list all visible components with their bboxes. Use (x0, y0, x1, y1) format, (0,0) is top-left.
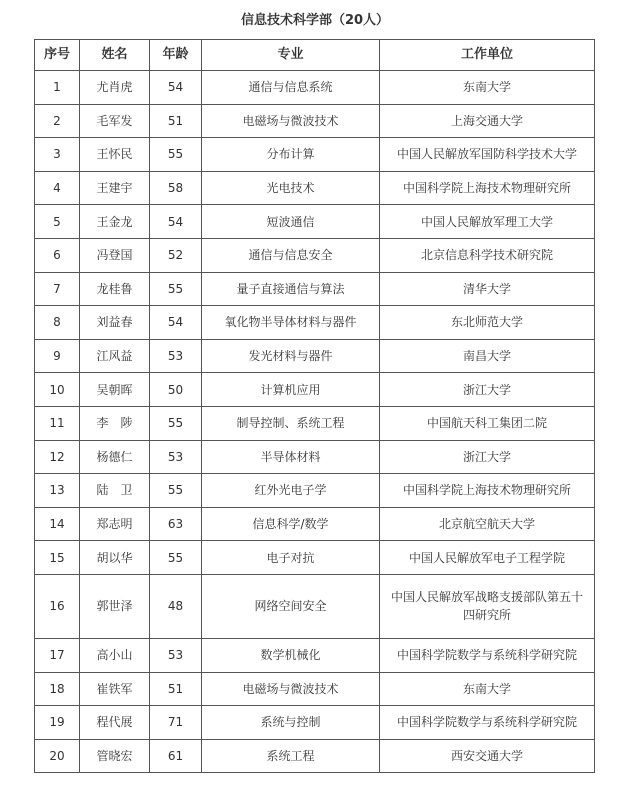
header-age: 年龄 (150, 40, 202, 71)
cell-major: 红外光电子学 (202, 474, 380, 508)
cell-no: 10 (35, 373, 80, 407)
cell-unit: 清华大学 (380, 272, 595, 306)
cell-unit: 浙江大学 (380, 440, 595, 474)
table-row (35, 104, 595, 138)
table-row (35, 406, 595, 440)
cell-name: 高小山 (80, 638, 150, 672)
cell-name: 杨德仁 (80, 440, 150, 474)
cell-no: 6 (35, 238, 80, 272)
cell-name: 陆 卫 (80, 474, 150, 508)
header-no: 序号 (35, 40, 80, 71)
cell-no: 16 (35, 574, 80, 638)
cell-no: 1 (35, 71, 80, 105)
cell-major: 电子对抗 (202, 541, 380, 575)
cell-name: 吴朝晖 (80, 373, 150, 407)
cell-no: 20 (35, 739, 80, 773)
cell-age: 61 (150, 739, 202, 773)
cell-age: 50 (150, 373, 202, 407)
cell-no: 9 (35, 339, 80, 373)
table-row (35, 638, 595, 672)
cell-age: 55 (150, 474, 202, 508)
cell-major: 量子直接通信与算法 (202, 272, 380, 306)
cell-age: 55 (150, 406, 202, 440)
table-row (35, 272, 595, 306)
header-major: 专业 (202, 40, 380, 71)
cell-age: 51 (150, 104, 202, 138)
cell-major: 计算机应用 (202, 373, 380, 407)
cell-no: 18 (35, 672, 80, 706)
cell-unit: 北京信息科学技术研究院 (380, 238, 595, 272)
cell-age: 54 (150, 306, 202, 340)
table-row (35, 440, 595, 474)
table-row (35, 739, 595, 773)
cell-name: 胡以华 (80, 541, 150, 575)
table-row (35, 171, 595, 205)
cell-age: 58 (150, 171, 202, 205)
table-row (35, 706, 595, 740)
table-row (35, 474, 595, 508)
cell-unit: 中国科学院上海技术物理研究所 (380, 171, 595, 205)
cell-major: 电磁场与微波技术 (202, 672, 380, 706)
cell-unit: 东南大学 (380, 71, 595, 105)
cell-age: 53 (150, 440, 202, 474)
cell-age: 51 (150, 672, 202, 706)
cell-name: 郑志明 (80, 507, 150, 541)
table-row (35, 71, 595, 105)
cell-name: 李 陟 (80, 406, 150, 440)
cell-major: 系统工程 (202, 739, 380, 773)
cell-major: 发光材料与器件 (202, 339, 380, 373)
cell-unit: 中国人民解放军战略支援部队第五十四研究所 (380, 574, 595, 638)
cell-name: 管晓宏 (80, 739, 150, 773)
cell-no: 13 (35, 474, 80, 508)
table-body (35, 71, 595, 773)
table-row (35, 306, 595, 340)
cell-name: 江风益 (80, 339, 150, 373)
table-header-row (35, 40, 595, 71)
cell-age: 54 (150, 71, 202, 105)
table-row (35, 238, 595, 272)
cell-unit: 上海交通大学 (380, 104, 595, 138)
cell-major: 通信与信息系统 (202, 71, 380, 105)
cell-age: 54 (150, 205, 202, 239)
cell-age: 53 (150, 339, 202, 373)
cell-name: 王建宇 (80, 171, 150, 205)
cell-unit: 南昌大学 (380, 339, 595, 373)
cell-unit: 中国人民解放军理工大学 (380, 205, 595, 239)
cell-no: 11 (35, 406, 80, 440)
cell-no: 3 (35, 138, 80, 172)
table-row (35, 138, 595, 172)
cell-name: 郭世泽 (80, 574, 150, 638)
cell-age: 55 (150, 272, 202, 306)
cell-no: 7 (35, 272, 80, 306)
cell-age: 53 (150, 638, 202, 672)
cell-unit: 东南大学 (380, 672, 595, 706)
cell-major: 电磁场与微波技术 (202, 104, 380, 138)
cell-no: 5 (35, 205, 80, 239)
cell-major: 网络空间安全 (202, 574, 380, 638)
cell-unit: 浙江大学 (380, 373, 595, 407)
table-row (35, 507, 595, 541)
cell-name: 刘益春 (80, 306, 150, 340)
cell-major: 分布计算 (202, 138, 380, 172)
cell-unit: 北京航空航天大学 (380, 507, 595, 541)
cell-age: 63 (150, 507, 202, 541)
cell-unit: 中国科学院数学与系统科学研究院 (380, 638, 595, 672)
cell-age: 52 (150, 238, 202, 272)
cell-no: 15 (35, 541, 80, 575)
cell-unit: 西安交通大学 (380, 739, 595, 773)
table-row (35, 541, 595, 575)
cell-age: 55 (150, 541, 202, 575)
cell-major: 氧化物半导体材料与器件 (202, 306, 380, 340)
cell-major: 半导体材料 (202, 440, 380, 474)
cell-no: 17 (35, 638, 80, 672)
cell-age: 55 (150, 138, 202, 172)
table-row (35, 205, 595, 239)
table-row (35, 574, 595, 638)
cell-major: 通信与信息安全 (202, 238, 380, 272)
page-title: 信息技术科学部（20人） (240, 13, 390, 28)
cell-major: 信息科学/数学 (202, 507, 380, 541)
cell-no: 4 (35, 171, 80, 205)
table-row (35, 672, 595, 706)
cell-major: 数学机械化 (202, 638, 380, 672)
cell-no: 12 (35, 440, 80, 474)
cell-name: 王金龙 (80, 205, 150, 239)
cell-major: 制导控制、系统工程 (202, 406, 380, 440)
cell-unit: 中国科学院上海技术物理研究所 (380, 474, 595, 508)
header-unit: 工作单位 (380, 40, 595, 71)
cell-major: 系统与控制 (202, 706, 380, 740)
cell-name: 尤肖虎 (80, 71, 150, 105)
academician-table (34, 39, 595, 773)
cell-name: 毛军发 (80, 104, 150, 138)
cell-no: 14 (35, 507, 80, 541)
table-row (35, 373, 595, 407)
cell-unit: 中国人民解放军电子工程学院 (380, 541, 595, 575)
cell-age: 48 (150, 574, 202, 638)
cell-unit: 中国科学院数学与系统科学研究院 (380, 706, 595, 740)
cell-no: 19 (35, 706, 80, 740)
cell-unit: 中国航天科工集团二院 (380, 406, 595, 440)
cell-name: 崔铁军 (80, 672, 150, 706)
cell-major: 短波通信 (202, 205, 380, 239)
cell-no: 2 (35, 104, 80, 138)
cell-age: 71 (150, 706, 202, 740)
cell-major: 光电技术 (202, 171, 380, 205)
cell-name: 王怀民 (80, 138, 150, 172)
header-name: 姓名 (80, 40, 150, 71)
cell-no: 8 (35, 306, 80, 340)
cell-name: 冯登国 (80, 238, 150, 272)
cell-unit: 东北师范大学 (380, 306, 595, 340)
cell-unit: 中国人民解放军国防科学技术大学 (380, 138, 595, 172)
table-row (35, 339, 595, 373)
cell-name: 龙桂鲁 (80, 272, 150, 306)
cell-name: 程代展 (80, 706, 150, 740)
